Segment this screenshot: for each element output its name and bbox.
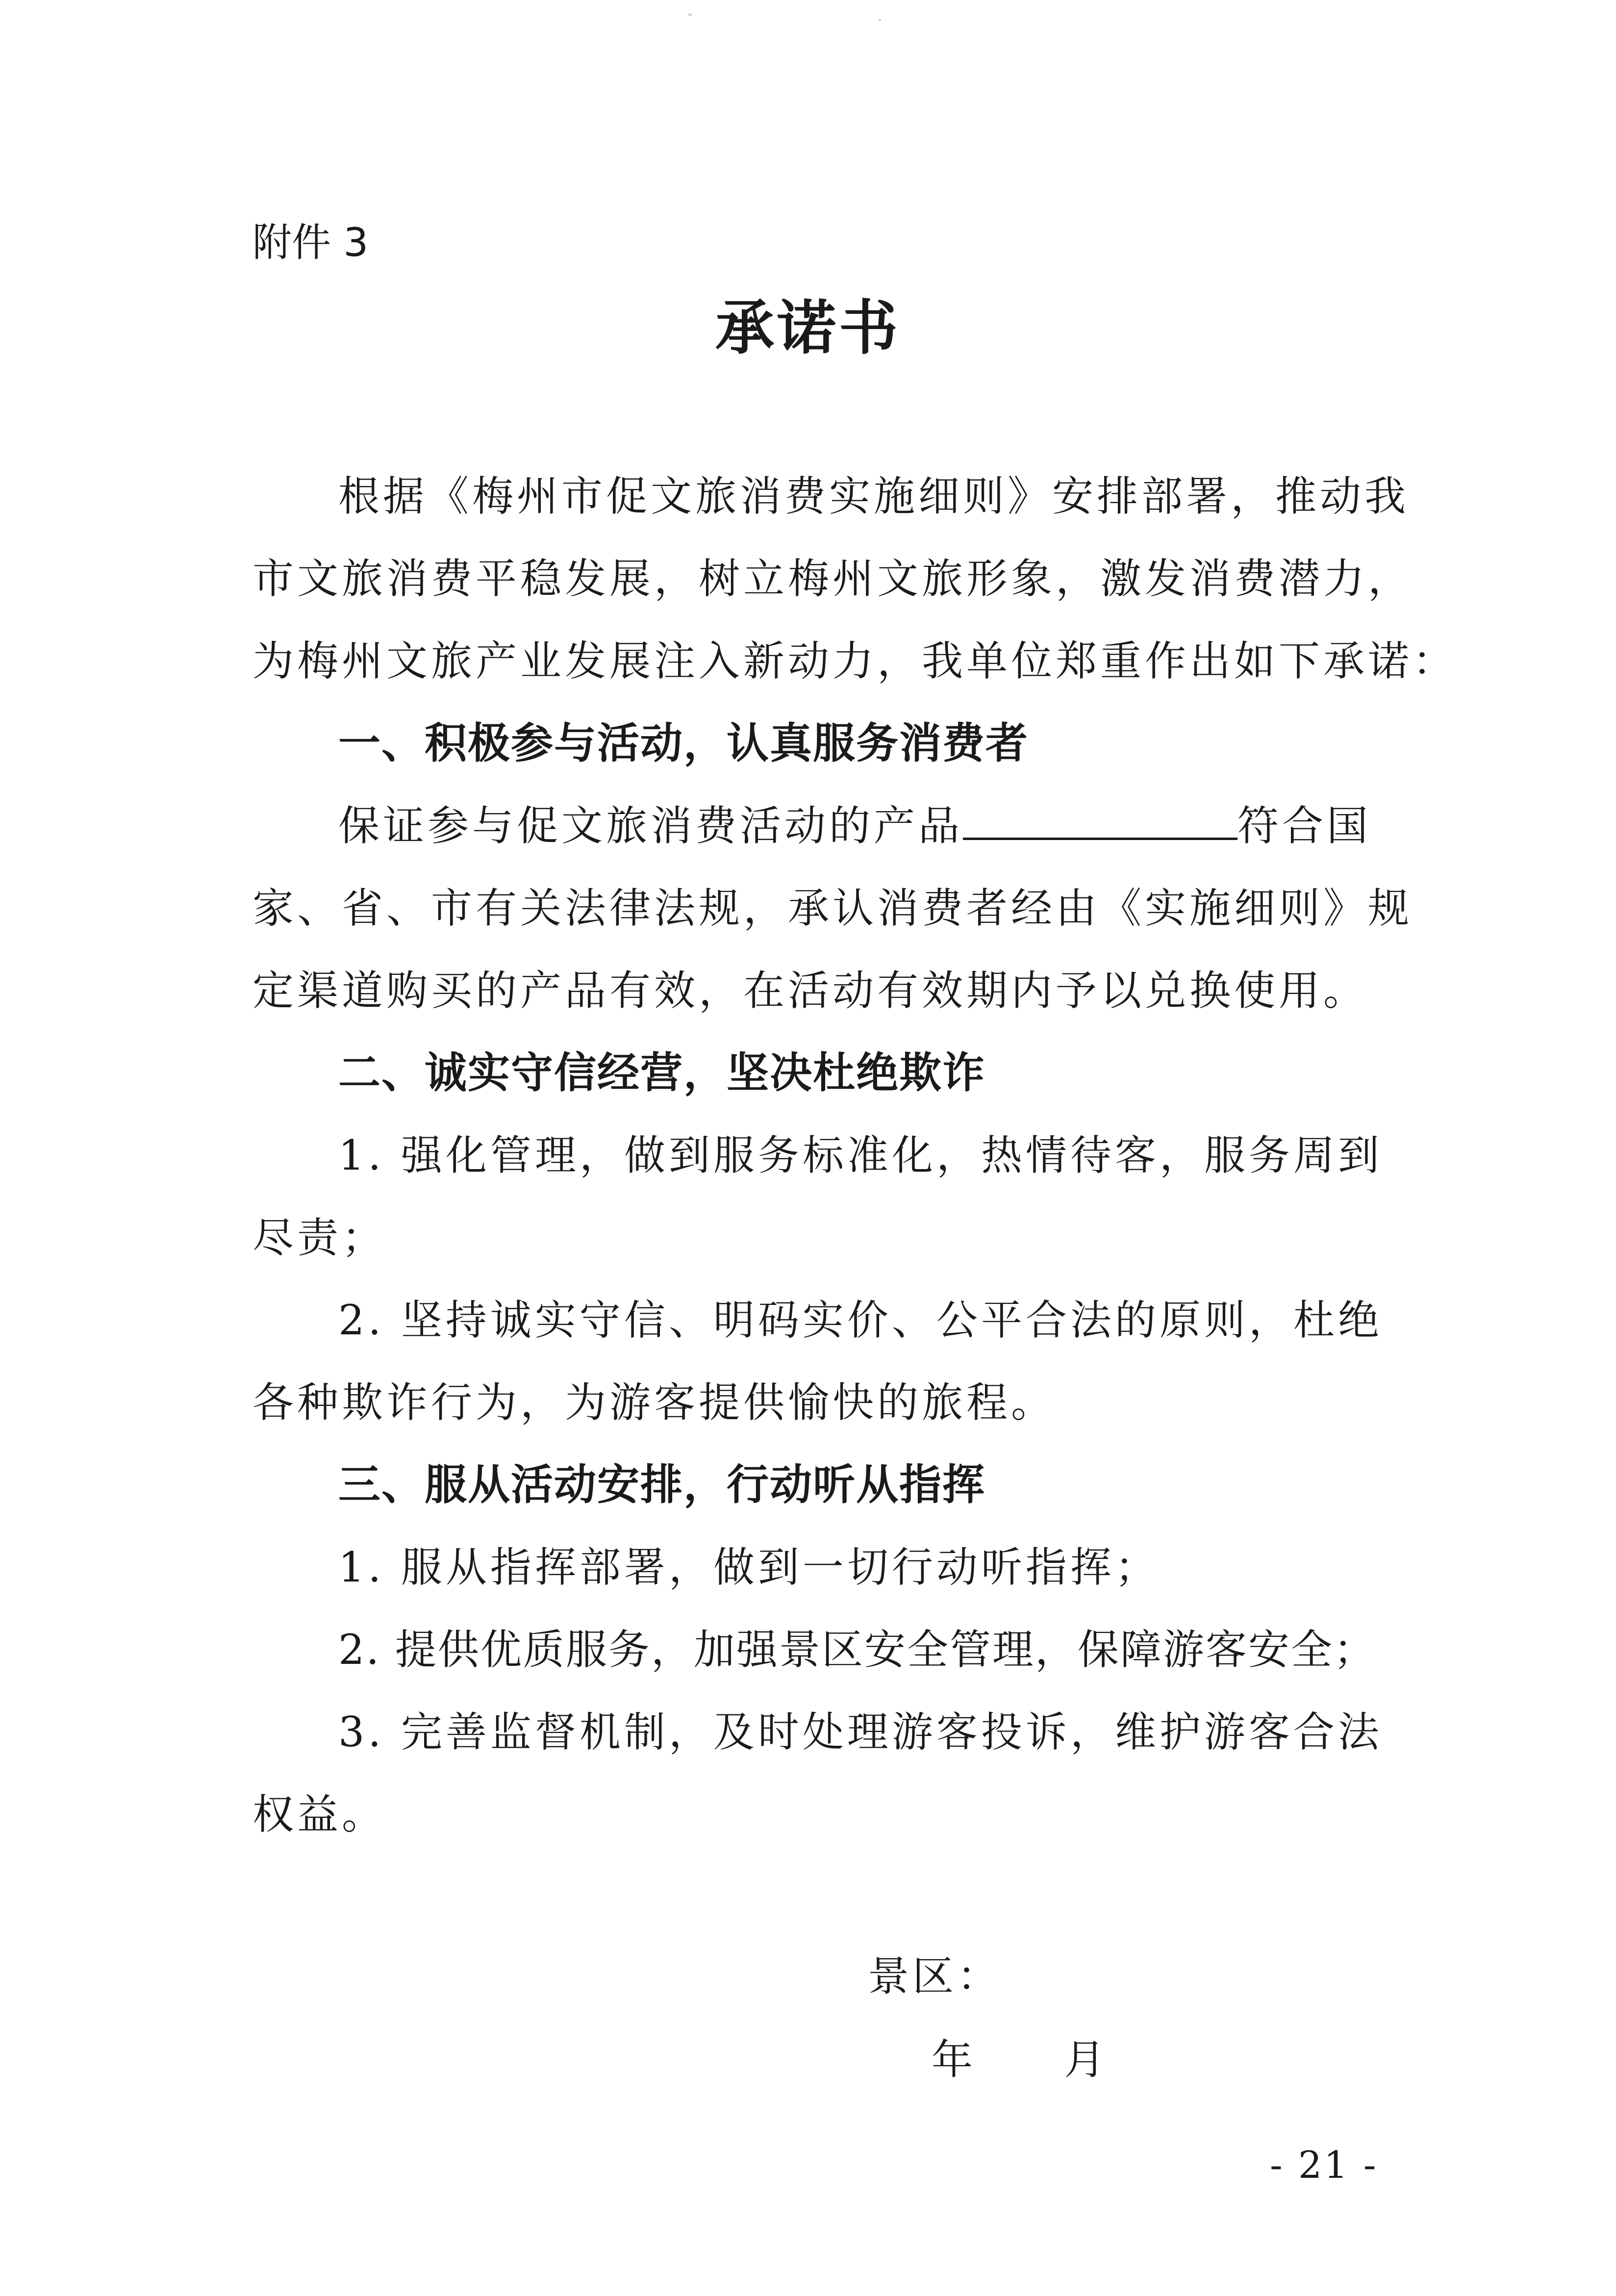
signature-month: 月: [1064, 2036, 1109, 2084]
section-3-item-2: 2. 提供优质服务，加强景区安全管理，保障游客安全；: [338, 1626, 1376, 1674]
scan-mark: ·: [878, 12, 883, 29]
page-number: - 21 -: [1270, 2143, 1378, 2187]
section-3-item-3-line-2: 权益。: [252, 1790, 387, 1838]
product-blank-field: [963, 803, 1237, 840]
attachment-label: 附件 3: [252, 220, 369, 265]
section-3-item-1: 1. 服从指挥部署，做到一切行动听指挥；: [338, 1543, 1160, 1591]
intro-line-3: 为梅州文旅产业发展注入新动力，我单位郑重作出如下承诺：: [252, 637, 1458, 685]
section-2-item-2-line-1: 2. 坚持诚实守信、明码实价、公平合法的原则，杜绝: [338, 1296, 1383, 1344]
document-title: 承诺书: [715, 294, 901, 362]
section-1-line-1-after: 符合国: [1237, 802, 1372, 850]
signature-year: 年: [932, 2036, 977, 2084]
section-2-item-1-line-2: 尽责；: [252, 1214, 387, 1262]
scan-mark: ˇ: [686, 12, 694, 29]
section-1-line-1: [338, 801, 1372, 850]
section-2-item-1-line-1: 1. 强化管理，做到服务标准化，热情待客，服务周到: [338, 1131, 1383, 1179]
section-2-item-2-line-2: 各种欺诈行为，为游客提供愉快的旅程。: [252, 1378, 1056, 1427]
section-2-heading: 二、诚实守信经营，坚决杜绝欺诈: [338, 1048, 985, 1097]
section-1-line-2: 家、省、市有关法律法规，承认消费者经由《实施细则》规: [252, 884, 1413, 932]
section-3-item-3-line-1: 3. 完善监督机制，及时处理游客投诉，维护游客合法: [338, 1708, 1383, 1756]
section-1-line-1-before: 保证参与促文旅消费活动的产品: [338, 802, 963, 850]
intro-line-2: 市文旅消费平稳发展，树立梅州文旅形象，激发消费潜力，: [252, 555, 1413, 603]
scenic-area-label: 景区：: [868, 1952, 1002, 2000]
intro-line-1: 根据《梅州市促文旅消费实施细则》安排部署，推动我: [338, 472, 1410, 520]
section-3-heading: 三、服从活动安排，行动听从指挥: [338, 1460, 985, 1509]
section-1-line-3: 定渠道购买的产品有效，在活动有效期内予以兑换使用。: [252, 967, 1368, 1015]
section-1-heading: 一、积极参与活动，认真服务消费者: [338, 719, 1029, 768]
